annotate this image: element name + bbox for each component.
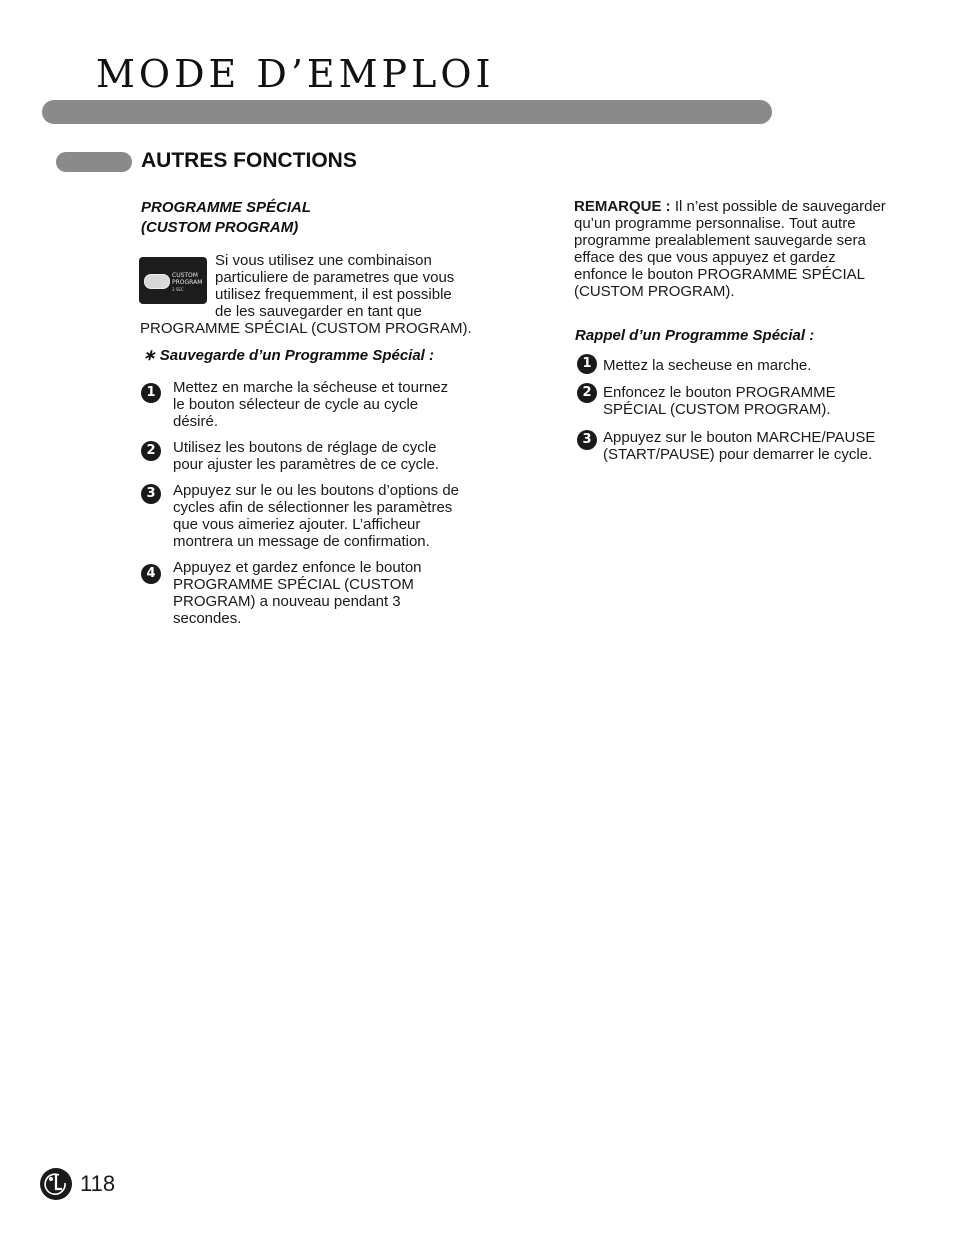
recall-step-2-number-icon: 2 <box>577 383 597 403</box>
step-line: Appuyez sur le bouton MARCHE/PAUSE <box>603 429 876 446</box>
step-1-number-icon: 1 <box>141 383 161 403</box>
step-3-number-icon: 3 <box>141 484 161 504</box>
note-text: Il n’est possible de sauvegarder <box>670 198 886 215</box>
toggle-icon <box>144 274 170 289</box>
intro-text-a <box>215 252 454 320</box>
step-line: cycles afin de sélectionner les paramètres <box>173 499 453 516</box>
page-number: 118 <box>80 1171 116 1196</box>
save-heading <box>143 346 434 366</box>
step-line: Mettez en marche la sécheuse et tournez <box>173 379 449 396</box>
recall-step-1 <box>603 357 811 374</box>
step-line: Utilisez les boutons de réglage de cycle <box>173 439 437 456</box>
page-title: MODE D’EMPLOI <box>96 52 495 96</box>
intro-text-b <box>140 320 472 337</box>
save-step-1 <box>173 379 448 430</box>
note-block <box>574 198 886 300</box>
note-line: efface des que vous appuyez et gardez <box>574 249 836 266</box>
save-heading-text: Sauvegarde d’un Programme Spécial <box>159 347 425 364</box>
step-line: Appuyez et gardez enfonce le bouton <box>173 559 422 576</box>
step-line: Mettez la secheuse en marche. <box>603 357 812 374</box>
button-label-line2: PROGRAM <box>172 279 203 286</box>
button-label <box>172 272 206 286</box>
step-2-number-icon: 2 <box>141 441 161 461</box>
section-title: AUTRES FONCTIONS <box>141 149 357 172</box>
recall-step-3 <box>603 429 875 463</box>
recall-step-1-number-icon: 1 <box>577 354 597 374</box>
note-line: (CUSTOM PROGRAM). <box>574 283 735 300</box>
intro-line: Si vous utilisez une combinaison <box>215 252 432 269</box>
save-step-3 <box>173 482 459 550</box>
intro-line: particuliere de parametres que vous <box>215 269 455 286</box>
intro-line: PROGRAMME SPÉCIAL (CUSTOM PROGRAM). <box>140 320 472 337</box>
step-line: montrera un message de confirmation. <box>173 533 430 550</box>
note-line: qu’un programme personnalise. Tout autre <box>574 215 856 232</box>
custom-program-heading-line1: PROGRAMME SPÉCIAL <box>141 199 312 216</box>
step-line: PROGRAM) a nouveau pendant 3 <box>173 593 401 610</box>
step-line: (START/PAUSE) pour demarrer le cycle. <box>603 446 873 463</box>
step-line: Enfoncez le bouton PROGRAMME <box>603 384 836 401</box>
button-label-sub: 3 SEC <box>172 287 184 292</box>
title-divider-bar <box>42 100 772 124</box>
step-line: pour ajuster les paramètres de ce cycle. <box>173 456 439 473</box>
recall-step-2 <box>603 384 836 418</box>
step-line: que vous aimeriez ajouter. L’afficheur <box>173 516 421 533</box>
step-line: PROGRAMME SPÉCIAL (CUSTOM <box>173 576 414 593</box>
note-line: enfonce le bouton PROGRAMME SPÉCIAL <box>574 266 865 283</box>
recall-heading-text: Rappel d’un Programme Spécial <box>575 327 806 344</box>
recall-heading-suffix: : <box>805 327 815 344</box>
step-line: désiré. <box>173 413 219 430</box>
custom-program-button-image <box>139 257 207 304</box>
custom-program-heading <box>141 198 311 238</box>
step-line: le bouton sélecteur de cycle au cycle <box>173 396 419 413</box>
step-line: Appuyez sur le ou les boutons d’options de <box>173 482 460 499</box>
save-step-4 <box>173 559 422 627</box>
step-4-number-icon: 4 <box>141 564 161 584</box>
note-label: REMARQUE : <box>574 198 671 215</box>
save-step-2 <box>173 439 439 473</box>
asterisk-icon: ∗ <box>143 347 160 364</box>
note-line: programme prealablement sauvegarde sera <box>574 232 866 249</box>
step-line: SPÉCIAL (CUSTOM PROGRAM). <box>603 401 831 418</box>
lg-logo-icon <box>40 1168 72 1200</box>
button-label-line1: CUSTOM <box>172 272 198 279</box>
step-line: secondes. <box>173 610 242 627</box>
save-heading-suffix: : <box>424 347 435 364</box>
intro-line: de les sauvegarder en tant que <box>215 303 422 320</box>
recall-step-3-number-icon: 3 <box>577 430 597 450</box>
note-line <box>574 198 886 215</box>
intro-line: utilisez frequemment, il est possible <box>215 286 452 303</box>
custom-program-heading-line2: (CUSTOM PROGRAM) <box>141 219 299 236</box>
recall-heading <box>575 326 814 346</box>
section-marker-pill <box>56 152 132 172</box>
